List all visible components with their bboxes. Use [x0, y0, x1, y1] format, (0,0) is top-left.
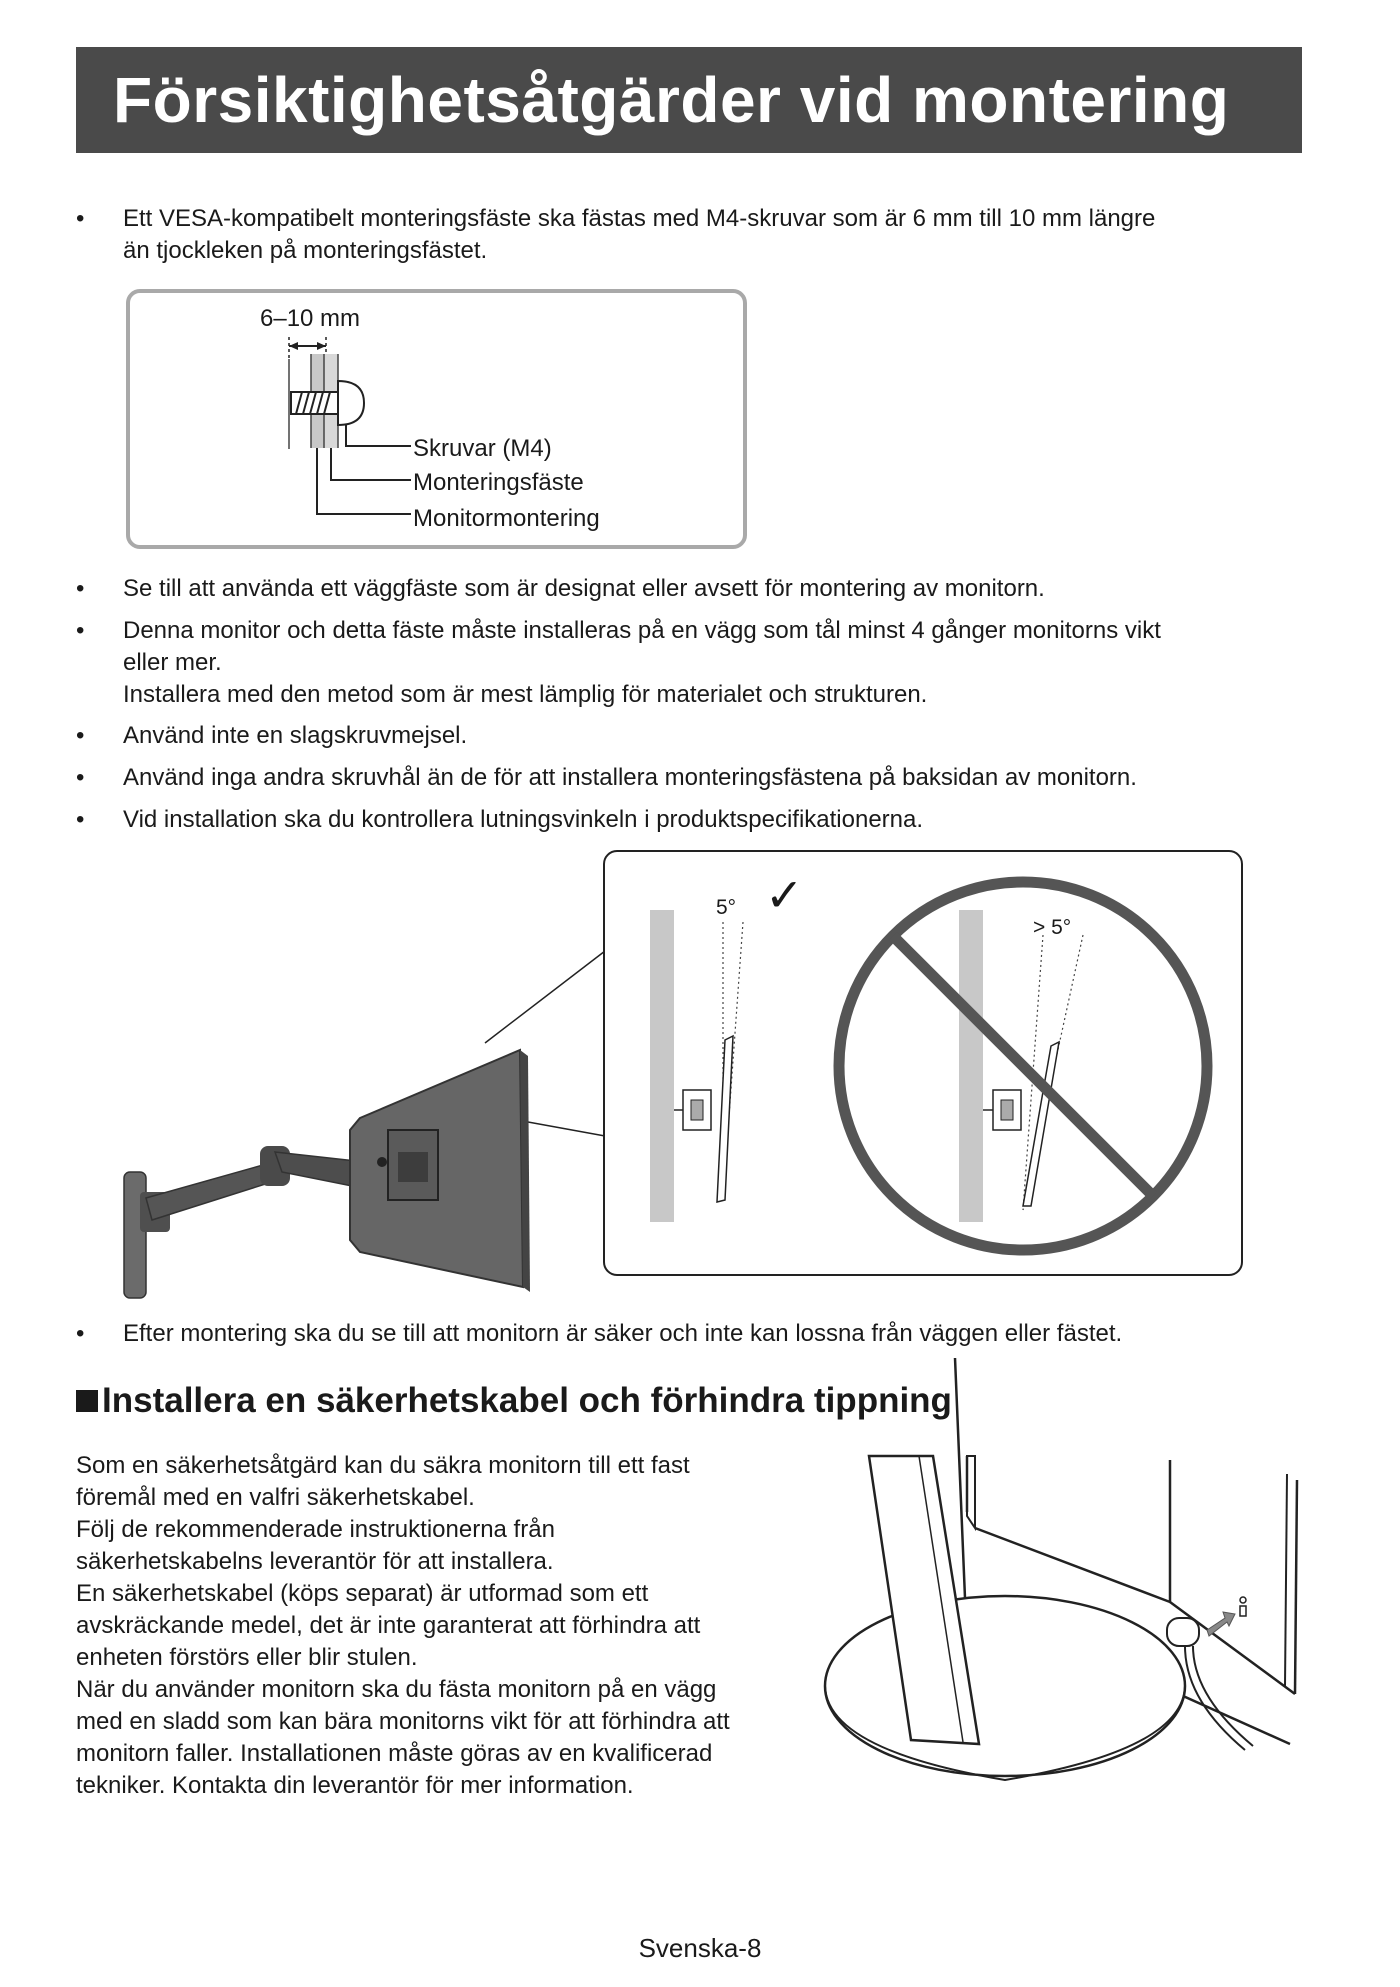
screw-drawing: [126, 289, 747, 549]
paragraph-line: med en sladd som kan bära monitorns vikt för att förhindra att: [76, 1708, 730, 1735]
paragraph-line: monitorn faller. Installationen måste göras av en kvalificerad: [76, 1740, 713, 1767]
bad-angle-label: > 5°: [1033, 916, 1072, 939]
list-item: [76, 1318, 1316, 1350]
paragraph-line: En säkerhetskabel (köps separat) är utformad som ett: [76, 1580, 649, 1607]
list-item-line: Vid installation ska du kontrollera lutningsvinkeln i produktspecifikationerna.: [123, 806, 924, 833]
wall-arm-illustration: [110, 1030, 550, 1290]
list-item: [76, 203, 1316, 267]
tilt-diagram: [603, 850, 1243, 1276]
list-item-line: Använd inte en slagskruvmejsel.: [123, 722, 468, 749]
page-title-text: Försiktighetsåtgärder vid montering: [113, 64, 1230, 136]
section-paragraph: [76, 1450, 816, 1802]
bullet-marker: •: [76, 722, 85, 749]
tilt-drawing: [603, 850, 1243, 1276]
list-item-line: Denna monitor och detta fäste måste installeras på en vägg som tål minst 4 gånger monitorns vikt: [123, 617, 1161, 644]
bullet-marker: •: [76, 617, 85, 644]
ok-angle-label: 5°: [716, 896, 737, 919]
section-heading-text: Installera en säkerhetskabel och förhindra tippning: [102, 1381, 952, 1420]
bullet-marker: •: [76, 205, 85, 232]
list-item-line: Se till att använda ett väggfäste som är designat eller avsett för montering av monitorn.: [123, 575, 1045, 602]
list-item-line: än tjockleken på monteringsfästet.: [123, 237, 488, 264]
paragraph-line: Som en säkerhetsåtgärd kan du säkra monitorn till ett fast: [76, 1452, 690, 1479]
dimension-label: 6–10 mm: [260, 305, 361, 332]
list-item: [76, 762, 1316, 794]
screw-diagram: [126, 289, 747, 549]
bullet-marker: •: [76, 1320, 85, 1347]
list-item-line: Använd inga andra skruvhål än de för att installera monteringsfästena på baksidan av monitorn.: [123, 764, 1137, 791]
checkmark-icon: ✓: [765, 869, 804, 921]
paragraph-line: avskräckande medel, det är inte garanterat att förhindra att: [76, 1612, 701, 1639]
list-item: [76, 720, 1316, 752]
security-cable-illustration: [815, 1450, 1315, 1800]
list-item: [76, 573, 1316, 605]
section-heading: [76, 1381, 952, 1421]
page-number: Svenska-8: [638, 1933, 762, 1963]
list-item-line: Ett VESA-kompatibelt monteringsfäste ska fästas med M4-skruvar som är 6 mm till 10 mm längre: [123, 205, 1156, 232]
list-item: [76, 615, 1316, 711]
paragraph-line: föremål med en valfri säkerhetskabel.: [76, 1484, 475, 1511]
page-title: [76, 47, 1302, 153]
paragraph-line: När du använder monitorn ska du fästa monitorn på en vägg: [76, 1676, 717, 1703]
bullet-marker: •: [76, 575, 85, 602]
bracket-label: Monteringsfäste: [413, 469, 584, 496]
list-item-line: eller mer.: [123, 649, 222, 676]
paragraph-line: tekniker. Kontakta din leverantör för mer information.: [76, 1772, 634, 1799]
list-item-line: Efter montering ska du se till att monitorn är säker och inte kan lossna från väggen eller fästet.: [123, 1320, 1123, 1347]
bullet-marker: •: [76, 764, 85, 791]
paragraph-line: Följ de rekommenderade instruktionerna från: [76, 1516, 555, 1543]
list-item: [76, 804, 1316, 836]
list-item-line: Installera med den metod som är mest lämplig för materialet och strukturen.: [123, 681, 928, 708]
bullet-marker: •: [76, 806, 85, 833]
square-bullet-icon: [76, 1390, 98, 1412]
monitor-mount-label: Monitormontering: [413, 505, 600, 532]
paragraph-line: enheten förstörs eller blir stulen.: [76, 1644, 418, 1671]
paragraph-line: säkerhetskabelns leverantör för att installera.: [76, 1548, 554, 1575]
screw-label: Skruvar (M4): [413, 435, 552, 462]
